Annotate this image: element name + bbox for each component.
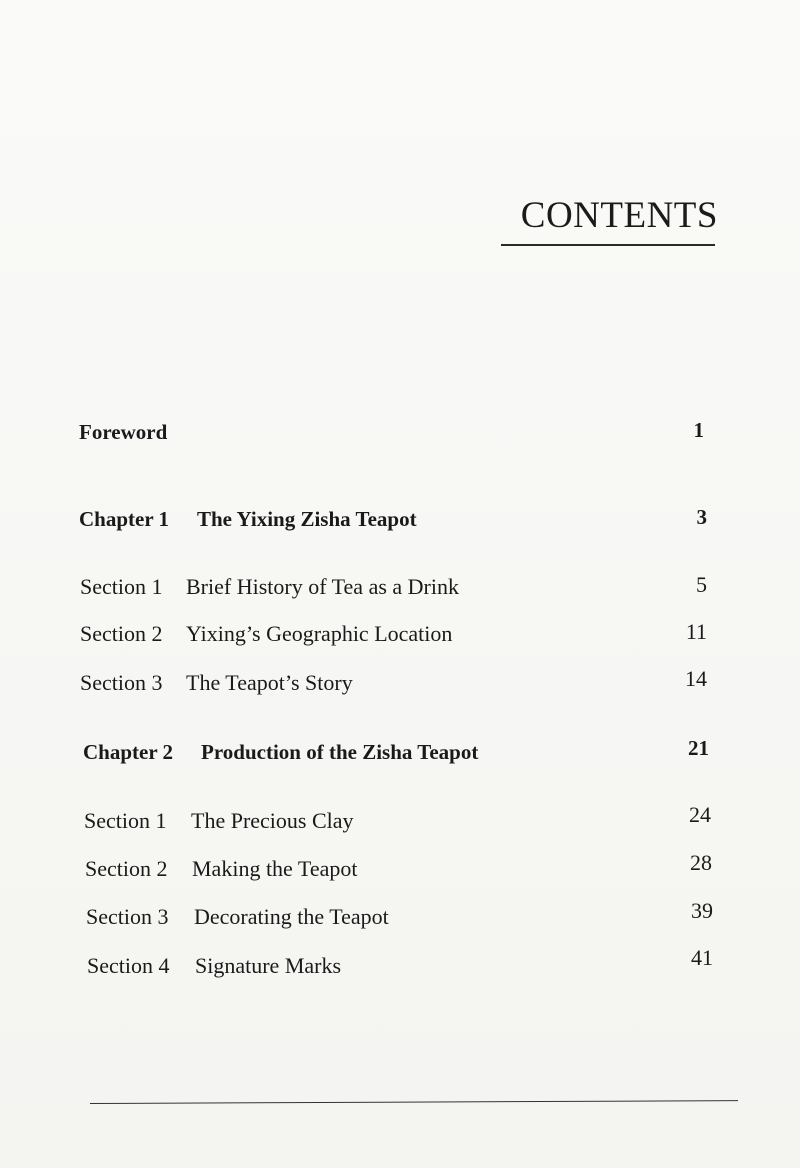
toc-entry-label: Chapter 2 bbox=[83, 740, 174, 764]
toc-entry-label: Section 3 bbox=[86, 904, 169, 929]
toc-page-number: 24 bbox=[689, 802, 711, 827]
toc-entry-section[interactable] bbox=[84, 808, 354, 838]
toc-entry-label: Chapter 1 bbox=[79, 507, 170, 531]
toc-entry-section[interactable] bbox=[80, 574, 459, 604]
toc-entry-label: Section 1 bbox=[84, 808, 167, 833]
footer-rule bbox=[90, 1100, 738, 1104]
toc-entry-section[interactable] bbox=[85, 856, 357, 886]
toc-entry-title: Yixing’s Geographic Location bbox=[186, 621, 453, 646]
toc-entry-title: The Teapot’s Story bbox=[186, 670, 353, 695]
toc-entry-title: Signature Marks bbox=[195, 953, 342, 978]
toc-entry-label: Section 2 bbox=[85, 856, 168, 881]
toc-entry-section[interactable] bbox=[80, 621, 452, 651]
toc-page-number: 3 bbox=[696, 505, 707, 529]
toc-page-number: 41 bbox=[691, 945, 713, 970]
toc-entry-section[interactable] bbox=[87, 953, 341, 983]
toc-page-number: 5 bbox=[696, 572, 707, 597]
toc-page-number: 21 bbox=[688, 736, 709, 760]
toc-entry-title: The Yixing Zisha Teapot bbox=[197, 507, 417, 531]
toc-entry-label: Section 3 bbox=[80, 670, 163, 695]
toc-entry-section[interactable] bbox=[80, 670, 353, 700]
toc-entry-title: Brief History of Tea as a Drink bbox=[186, 574, 459, 599]
toc-entry-label: Section 1 bbox=[80, 574, 163, 599]
toc-entry-title: Production of the Zisha Teapot bbox=[201, 740, 479, 764]
toc-page-number: 39 bbox=[691, 898, 713, 923]
toc-entry-label: Section 4 bbox=[87, 953, 170, 978]
toc-page-number: 28 bbox=[690, 850, 712, 875]
title-underline bbox=[501, 244, 715, 246]
toc-entry-section[interactable] bbox=[86, 904, 389, 934]
toc-entry-foreword[interactable] bbox=[79, 420, 167, 450]
toc-entry-title: Decorating the Teapot bbox=[194, 904, 389, 929]
page-title: CONTENTS bbox=[520, 195, 718, 236]
toc-entry-title: Making the Teapot bbox=[192, 856, 358, 881]
toc-entry-chapter-1[interactable] bbox=[79, 507, 417, 537]
toc-page-number: 14 bbox=[685, 666, 707, 691]
toc-entry-title: The Precious Clay bbox=[191, 808, 354, 833]
toc-entry-chapter-2[interactable] bbox=[83, 740, 478, 770]
toc-page-number: 1 bbox=[693, 418, 704, 442]
toc-entry-title: Foreword bbox=[79, 420, 168, 444]
toc-entry-label: Section 2 bbox=[80, 621, 163, 646]
toc-page-number: 11 bbox=[685, 619, 707, 644]
